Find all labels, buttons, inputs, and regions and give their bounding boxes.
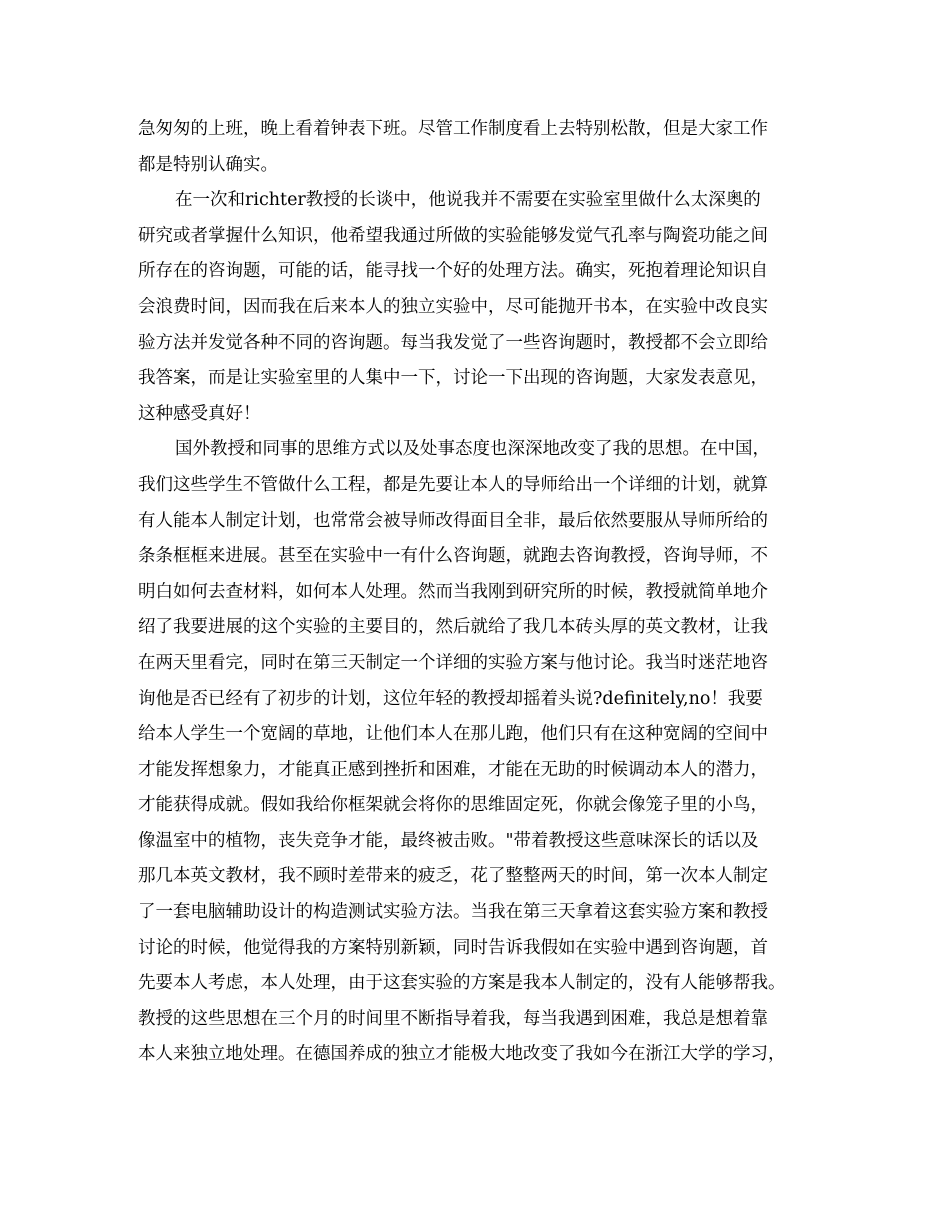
text-line: 都是特别认确实。: [138, 154, 278, 175]
text-line: 绍了我要进展的这个实验的主要目的，然后就给了我几本砖头厚的英文教材，让我: [138, 617, 768, 638]
text-line: 条条框框来进展。甚至在实验中一有什么咨询题，就跑去咨询教授，咨询导师，不: [138, 546, 768, 567]
text-line: 询他是否已经有了初步的计划，这位年轻的教授却摇着头说?definitely,no！我要: [138, 688, 763, 709]
text-line: 有人能本人制定计划，也常常会被导师改得面目全非，最后依然要服从导师所给的: [138, 510, 768, 531]
text-line: 在两天里看完，同时在第三天制定一个详细的实验方案与他讨论。我当时迷茫地咨: [138, 652, 768, 673]
paragraph-first-line: 国外教授和同事的思维方式以及处事态度也深深地改变了我的思想。在中国，: [175, 439, 770, 460]
text-line: 会浪费时间，因而我在后来本人的独立实验中，尽可能抛开书本，在实验中改良实: [138, 296, 768, 317]
text-line: 教授的这些思想在三个月的时间里不断指导着我，每当我遇到困难，我总是想着靠: [138, 1008, 768, 1029]
text-line: 才能发挥想象力，才能真正感到挫折和困难，才能在无助的时候调动本人的潜力，: [138, 759, 768, 780]
text-line: 验方法并发觉各种不同的咨询题。每当我发觉了一些咨询题时，教授都不会立即给: [138, 332, 768, 353]
text-line: 研究或者掌握什么知识，他希望我通过所做的实验能够发觉气孔率与陶瓷功能之间: [138, 225, 768, 246]
text-line: 先要本人考虑，本人处理，由于这套实验的方案是我本人制定的，没有人能够帮我。: [138, 973, 786, 994]
paragraph-first-line: 在一次和richter教授的长谈中，他说我并不需要在实验室里做什么太深奥的: [175, 190, 761, 211]
text-line: 所存在的咨询题，可能的话，能寻找一个好的处理方法。确实，死抱着理论知识自: [138, 261, 768, 282]
text-line: 像温室中的植物，丧失竞争才能，最终被击败。"带着教授这些意味深长的话以及: [138, 830, 759, 851]
text-line: 那几本英文教材，我不顾时差带来的疲乏，花了整整两天的时间，第一次本人制定: [138, 866, 768, 887]
text-line: 这种感受真好！: [138, 403, 261, 424]
text-line: 才能获得成就。假如我给你框架就会将你的思维固定死，你就会像笼子里的小鸟，: [138, 795, 768, 816]
text-line: 了一套电脑辅助设计的构造测试实验方法。当我在第三天拿着这套实验方案和教授: [138, 902, 768, 923]
text-line: 本人来独立地处理。在德国养成的独立才能极大地改变了我如今在浙江大学的学习，: [138, 1044, 786, 1065]
text-line: 给本人学生一个宽阔的草地，让他们本人在那儿跑，他们只有在这种宽阔的空间中: [138, 724, 768, 745]
text-line: 我们这些学生不管做什么工程，都是先要让本人的导师给出一个详细的计划，就算: [138, 474, 768, 495]
text-line: 我答案，而是让实验室里的人集中一下，讨论一下出现的咨询题，大家发表意见，: [138, 368, 768, 389]
text-line: 明白如何去查材料，如何本人处理。然而当我刚到研究所的时候，教授就简单地介: [138, 581, 768, 602]
text-line: 讨论的时候，他觉得我的方案特别新颖，同时告诉我假如在实验中遇到咨询题，首: [138, 937, 768, 958]
text-line: 急匆匆的上班，晚上看着钟表下班。尽管工作制度看上去特别松散，但是大家工作: [138, 119, 768, 139]
body-text: [138, 112, 828, 1073]
